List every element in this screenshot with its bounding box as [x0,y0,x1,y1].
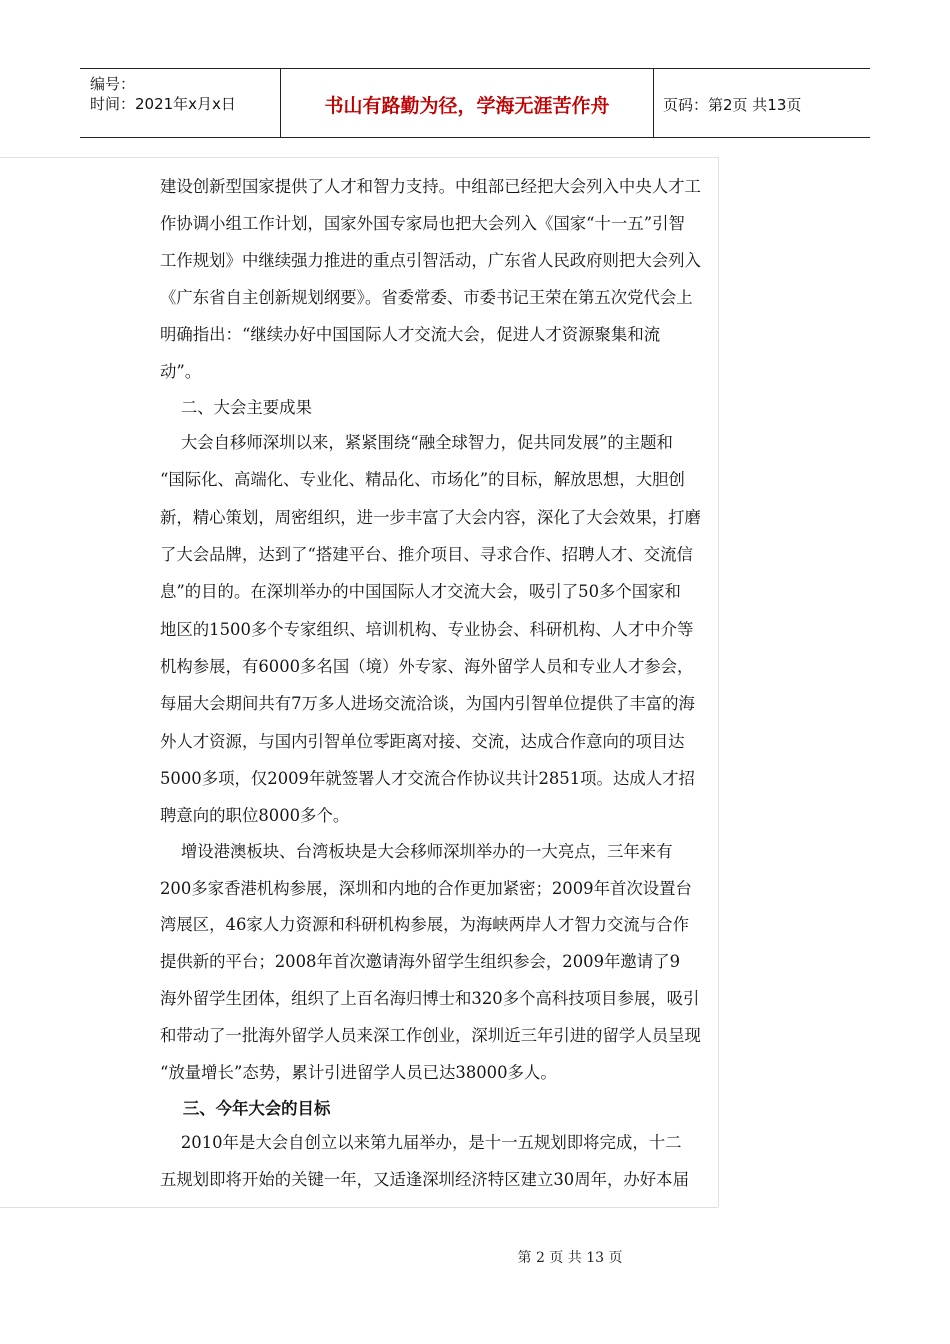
page-footer: 第 2 页 共 13 页 [517,1250,623,1266]
body-line: 2010年是大会自创立以来第九届举办，是十一五规划即将完成，十二 [160,1133,682,1152]
body-line: 提供新的平台；2008年首次邀请海外留学生组织参会，2009年邀请了9 [160,952,681,971]
section-heading: 二、大会主要成果 [160,398,312,417]
body-line: 新，精心策划，周密组织，进一步丰富了大会内容，深化了大会效果，打磨 [160,508,701,527]
body-line: 5000多项，仅2009年就签署人才交流合作协议共计2851项。达成人才招 [160,769,695,788]
header-page-code: 页码：第2页 共13页 [663,96,802,114]
body-line: 《广东省自主创新规划纲要》。省委常委、市委书记王荣在第五次党代会上 [160,288,693,307]
body-line: 五规划即将开始的关键一年，又适逢深圳经济特区建立30周年，办好本届 [160,1170,689,1189]
body-line: 动”。 [160,362,202,381]
header-meta-cell [80,69,280,137]
body-line: 明确指出：“继续办好中国国际人才交流大会，促进人才资源聚集和流 [160,325,661,344]
body-line: 息”的目的。在深圳举办的中国国际人才交流大会，吸引了50多个国家和 [160,582,681,601]
body-line: 地区的1500多个专家组织、培训机构、专业协会、科研机构、人才中介等 [160,620,694,639]
body-line: 建设创新型国家提供了人才和智力支持。中组部已经把大会列入中央人才工 [160,177,701,196]
section-heading: 三、今年大会的目标 [160,1099,331,1118]
document-date-label: 时间：2021年x月x日 [90,95,236,113]
body-line: 工作规划》中继续强力推进的重点引智活动，广东省人民政府则把大会列入 [160,251,701,270]
body-line: “放量增长”态势，累计引进留学人员已达38000多人。 [160,1063,557,1082]
page-frame-right-border [718,157,719,1207]
body-line: 了大会品牌，达到了“搭建平台、推介项目、寻求合作、招聘人才、交流信 [160,545,693,564]
header-motto: 书山有路勤为径，学海无涯苦作舟 [324,95,610,117]
page-frame-bottom-border [0,1207,718,1208]
body-line: 湾展区，46家人力资源和科研机构参展，为海峡两岸人才智力交流与合作 [160,915,689,934]
body-line: 海外留学生团体，组织了上百名海归博士和320多个高科技项目参展，吸引 [160,989,700,1008]
body-line: 外人才资源，与国内引智单位零距离对接、交流，达成合作意向的项目达 [160,732,685,751]
document-number-label: 编号： [90,75,136,93]
header-motto-cell [280,69,654,137]
body-line: 和带动了一批海外留学人员来深工作创业，深圳近三年引进的留学人员呈现 [160,1026,701,1045]
body-line: 大会自移师深圳以来，紧紧围绕“融全球智力，促共同发展”的主题和 [160,433,673,452]
body-line: 聘意向的职位8000多个。 [160,806,350,825]
body-line: 增设港澳板块、台湾板块是大会移师深圳举办的一大亮点，三年来有 [160,842,673,861]
page-frame-top-border [0,157,718,158]
body-line: 机构参展，有6000多名国（境）外专家、海外留学人员和专业人才参会， [160,657,694,676]
body-line: 200多家香港机构参展，深圳和内地的合作更加紧密；2009年首次设置台 [160,879,692,898]
body-line: 每届大会期间共有7万多人进场交流洽谈，为国内引智单位提供了丰富的海 [160,694,695,713]
document-header [80,68,870,138]
header-page-cell [653,69,870,137]
body-line: 作协调小组工作计划，国家外国专家局也把大会列入《国家“十一五”引智 [160,214,685,233]
body-line: “国际化、高端化、专业化、精品化、市场化”的目标，解放思想，大胆创 [160,470,685,489]
